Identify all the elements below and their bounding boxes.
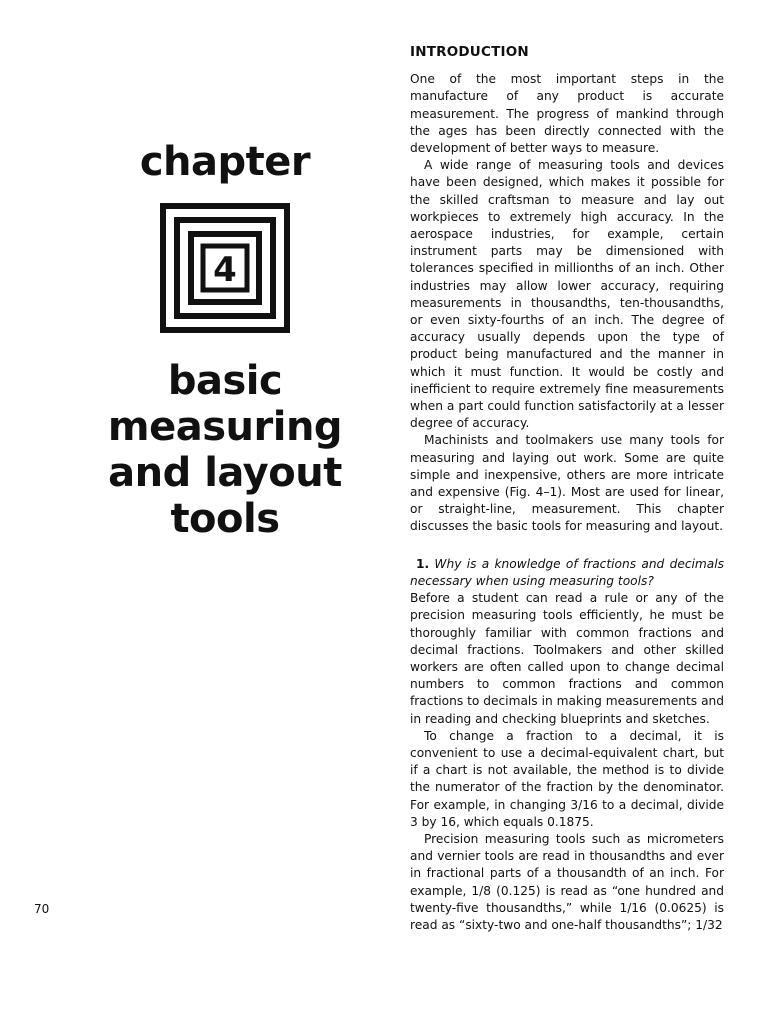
body-paragraph: One of the most important steps in the manufacture of any product is accurate measurement. The progress of mankind through the ages has been directly connected with the development of better ways to measure. — [410, 72, 724, 156]
chapter-number-emblem — [100, 202, 350, 334]
body-paragraph: A wide range of measuring tools and devices have been designed, which makes it possible for the skilled craftsman to measure and lay out workpieces to extremely high accuracy. In the aerospace industries, for example, certain instrument parts may be dimensioned with tolerances specified in millionths of an inch. Other industries may allow lower accuracy, requiring measurements in thousandths, ten-thousandths, or even sixty-fourths of an inch. The degree of accuracy usually depends upon the type of product being manufactured and the manner in which it must function. It would be costly and inefficient to require extremely fine measurements when a part could function satisfactorily at a lesser degree of accuracy. — [410, 158, 724, 431]
chapter-title-line: and layout — [108, 450, 342, 496]
concentric-squares-icon — [159, 202, 291, 334]
question — [410, 556, 724, 590]
chapter-title-line: measuring — [107, 404, 343, 450]
answer-paragraph: Precision measuring tools such as micrometers and vernier tools are read in thousandths and ever in fractional parts of a thousandth of an inch. For example, 1/8 (0.125) is read as “one hundred and twenty-five thousandths,” while 1/16 (0.0625) is read as “sixty-two and one-half thousandths”; 1/32 — [410, 831, 724, 932]
chapter-label: chapter — [139, 139, 311, 185]
body-text-column — [410, 44, 724, 934]
body-paragraph: Machinists and toolmakers use many tools for measuring and laying out work. Some are quite simple and inexpensive, others are more intricate and expensive (Fig. 4–1). Most are used for linear, or straight-line, measurement. This chapter discusses the basic tools for measuring and layout. — [410, 433, 724, 534]
page-number: 70 — [34, 902, 50, 916]
answer-paragraph: Before a student can read a rule or any of the precision measuring tools efficiently, he must be thoroughly familiar with common fractions and decimal fractions. Toolmakers and other skilled workers are often called upon to change decimal numbers to common fractions and common fractions to decimals in making measurements and in reading and checking blueprints and sketches. — [410, 591, 724, 726]
section-heading: INTRODUCTION — [410, 44, 529, 60]
answer-paragraph: To change a fraction to a decimal, it is convenient to use a decimal-equivalent chart, but if a chart is not available, the method is to divide the numerator of the fraction by the denominator. For example, in changing 3/16 to a decimal, divide 3 by 16, which equals 0.1875. — [410, 728, 724, 829]
chapter-heading-block — [100, 140, 350, 542]
chapter-title — [100, 358, 350, 542]
question-text: Why is a knowledge of fractions and decimals necessary when using measuring tools? — [410, 556, 724, 588]
question-number: 1. — [416, 556, 430, 571]
chapter-title-line: tools — [170, 496, 280, 542]
chapter-title-line: basic — [167, 358, 283, 404]
chapter-number: 4 — [213, 250, 237, 290]
